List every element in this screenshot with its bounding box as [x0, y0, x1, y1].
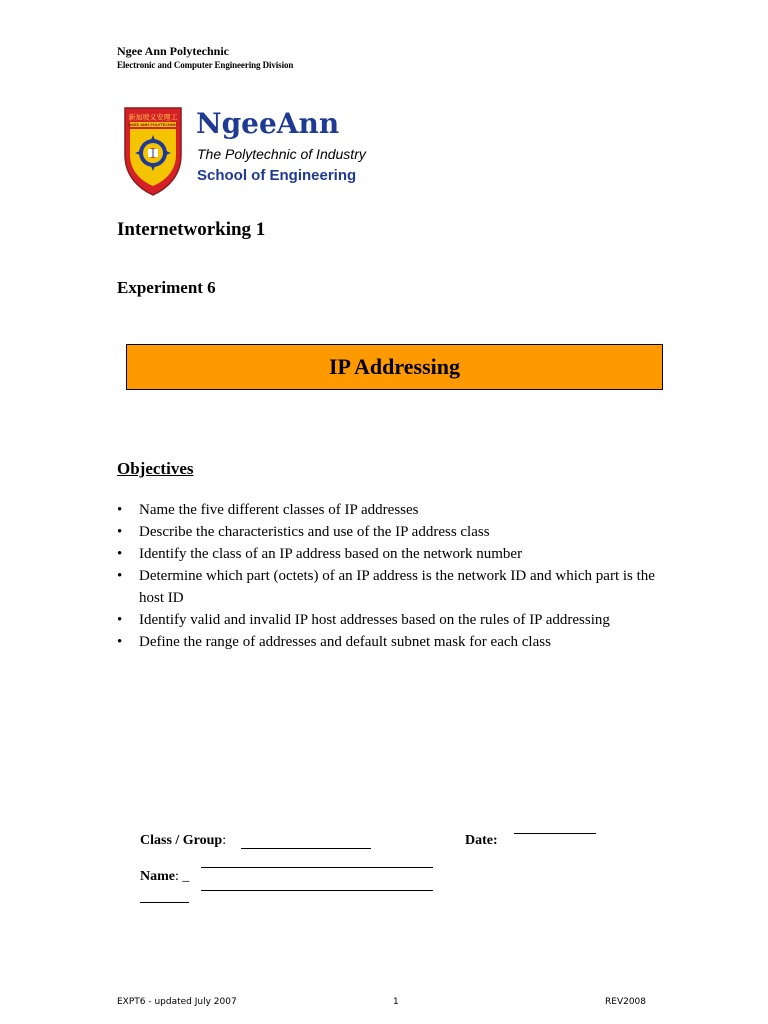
experiment-number: Experiment 6: [117, 278, 216, 297]
title-banner: [126, 344, 663, 390]
footer-revision: REV2008: [605, 997, 647, 1007]
svg-text:新加坡义安理工: 新加坡义安理工: [128, 113, 178, 122]
logo-name: NgeeAnn: [196, 107, 340, 140]
division-name: Electronic and Computer Engineering Division: [117, 60, 294, 70]
class-group-label: Class / Group:: [140, 833, 227, 848]
objective-item: • Name the five different classes of IP addresses: [117, 499, 657, 521]
name-label: Name: _: [140, 869, 190, 884]
objectives-heading: Objectives: [117, 459, 194, 478]
date-field[interactable]: [514, 833, 596, 834]
objectives-list: [117, 499, 657, 653]
logo-tagline: The Polytechnic of Industry: [197, 146, 366, 162]
footer-doc-id: EXPT6 - updated July 2007: [117, 997, 237, 1007]
name-field-continuation[interactable]: [140, 902, 189, 903]
document-title: IP Addressing: [328, 354, 461, 379]
name-field[interactable]: [201, 890, 433, 891]
objective-item: • Describe the characteristics and use of the IP address class: [117, 521, 657, 543]
logo-school: School of Engineering: [197, 167, 357, 184]
class-group-field[interactable]: [241, 848, 371, 849]
footer-page-number: 1: [393, 997, 399, 1007]
objective-item: • Define the range of addresses and default subnet mask for each class: [117, 631, 657, 653]
objective-item: • Determine which part (octets) of an IP address is the network ID and which part is the host ID: [117, 565, 657, 609]
objective-item: • Identify the class of an IP address based on the network number: [117, 543, 657, 565]
name-field-upper-line: [201, 867, 433, 868]
svg-text:NGEE ANN POLYTECHNIC: NGEE ANN POLYTECHNIC: [128, 123, 178, 127]
institution-name: Ngee Ann Polytechnic: [117, 44, 229, 58]
ngee-ann-logo: [122, 105, 386, 197]
course-title: Internetworking 1: [117, 219, 266, 240]
objective-item: • Identify valid and invalid IP host addresses based on the rules of IP addressing: [117, 609, 657, 631]
date-label: Date:: [465, 833, 498, 848]
crest-icon: [122, 105, 184, 197]
